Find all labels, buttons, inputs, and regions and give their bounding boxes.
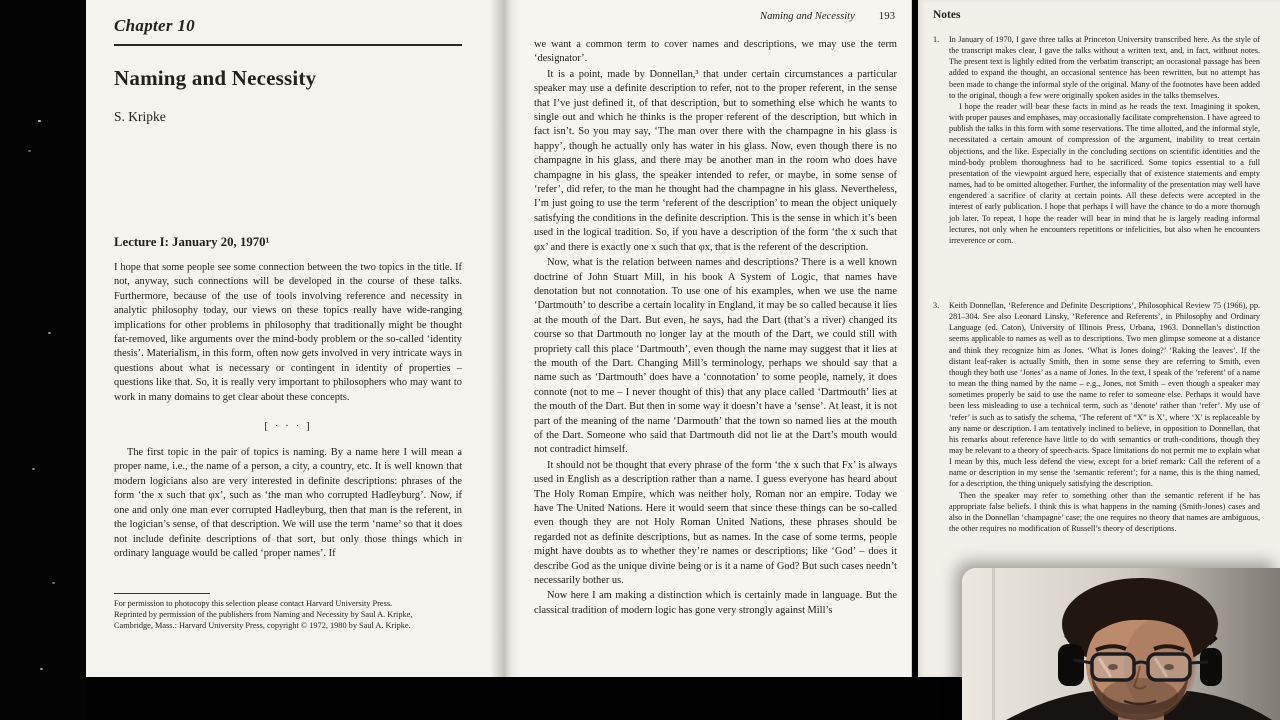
permission-line: Cambridge, Mass.: Harvard University Press, copyright © 1972, 1980 by Saul A. Kripke. [114, 621, 411, 631]
permission-line: Reprinted by permission of the publishers from Naming and Necessity by Saul A. Kripke, [114, 610, 413, 620]
headphone-cup-left-icon [1058, 644, 1084, 686]
running-head-title: Naming and Necessity [760, 11, 855, 22]
footnote-3 [933, 300, 1260, 534]
footnote-number: 3. [933, 300, 940, 310]
body-paragraph: It is a point, made by Donnellan,³ that under certain circumstances a particular speaker may use a definite description to refer, not to the proper referent, in the sense that I’ve just defined it, of that description, but to something else which he wants to single out and which he thinks is the proper referent of the description, but which in fact isn’t. So you may say, ‘The man over there with the champagne in his glass is happy’, though he actually only has water in his glass. Now, even though there is no champagne in his glass, and there may be another man in the room who does have champagne in his glass, the speaker intended to refer, or maybe, in some sense of ‘refer’, did refer, to the man he thought had the champagne in his glass. Nevertheless, I’m just going to use the term ‘referent of the description’ to mean the object uniquely satisfying the conditions in the definite description. This is the sense in which it’s been used in the logical tradition. So, if you have a description of the form ‘the x such that φx’ and there is exactly one x such that φx, that is the referent of the description. [534, 68, 897, 253]
presenter-video [962, 568, 1280, 720]
book-page-193 [506, 0, 912, 677]
omission-marker: [ · · · ] [264, 420, 312, 433]
footnote-text [949, 34, 1260, 246]
footnote-1 [933, 34, 1260, 246]
footnote-number: 1. [933, 35, 940, 44]
permission-line: For permission to photocopy this selection please contact Harvard University Press. [114, 599, 393, 608]
lecture-heading: Lecture I: January 20, 1970¹ [114, 235, 270, 249]
page-number: 193 [878, 10, 895, 22]
page-body [534, 38, 897, 618]
chapter-rule [114, 44, 462, 46]
author-name: S. Kripke [114, 109, 166, 124]
footnote-rule [114, 593, 210, 594]
webcam-overlay[interactable] [962, 568, 1280, 720]
scan-black-margin [0, 0, 86, 720]
body-paragraph: The first topic in the pair of topics is naming. By a name here I will mean a proper name, i.e., the name of a person, a city, a country, etc. It is well known that modern logicians also are very interested in definite descriptions: phrases of the form ‘the x such that φx’, such as ‘the man who corrupted Hadleyburg’. Now, if one and only one man ever corrupted Hadleyburg, then that man is the referent, in the logician’s sense, of that description. We will use the term ‘name’ so that it does not include definite descriptions of that sort, but only those things which in ordinary language would be called ‘proper names’. If [114, 447, 462, 559]
body-paragraph: I hope that some people see some connection between the two topics in the title. If not, anyway, such connections will be developed in the course of these talks. Furthermore, because of the use of tools involving reference and necessity in analytic philosophy today, our views on these topics really have wide-ranging implications for other problems in philosophy that traditionally might be thought far-removed, like arguments over the mind-body problem or the so-called ‘identity thesis’. Materialism, in this form, often now gets involved in very intricate ways in questions about what is necessary or contingent in identity of properties – questions like that. So, it is really very important to philosophers who may want to work in many domains to get clear about these concepts. [114, 262, 462, 403]
notes-heading: Notes [933, 9, 961, 21]
body-paragraph: we want a common term to cover names and descriptions, we may use the term ‘designator’. [534, 39, 897, 65]
footnote-paragraph: I hope the reader will bear these facts in mind as he reads the text. Imagining it spoken, with proper pauses and emphases, may occasionally facilitate comprehension. I have agreed to publish the talks in this form with some reservations. The time allotted, and the informal style, necessitated a certain amount of compression of the argument, inability to treat certain objections, and the like. Especially in the concluding sections on scientific identities and the mind-body problem thoroughness had to be sacrificed. Some topics essential to a full presentation of the viewpoint argued here, especially that of existence statements and empty names, had to be omitted altogether. Further, the informality of the presentation may well have engendered a sacrifice of clarity at certain points. All these defects were accepted in the interest of early publication. I hope that perhaps I will have the chance to do a more thorough job later. To repeat, I hope the reader will bear in mind that he is largely reading informal lectures, not only when he encounters repetitions or infelicities, but also when he encounters irreverence or corn. [949, 101, 1260, 245]
permission-footnote [114, 593, 462, 631]
body-paragraph: It should not be thought that every phrase of the form ‘the x such that Fx’ is always used in English as a description rather than a name. I guess everyone has heard about The Holy Roman Empire, which was neither holy, Roman nor an empire. Today we have The United Nations. Here it would seem that since these things can be so-called even though they are not Holy Roman United Nations, these phrases should be regarded not as definite descriptions, but as names. In the case of some terms, people might have doubts as to whether they’re names or descriptions; like ‘God’ – does it describe God as the unique divine being or is it a name of God? But such cases needn’t necessarily bother us. [534, 459, 897, 587]
footnote-paragraph: Keith Donnellan, ‘Reference and Definite Descriptions’, Philosophical Review 75 (1966), pp. 281–304. See also Leonard Linsky, ‘Reference and Referents’, in Philosophy and Ordinary Language (ed. Caton), University of Illinois Press, Urbana, 1963. Donnellan’s distinction seems applicable to names as well as to descriptions. Two men glimpse someone at a distance and think they recognize him as Jones. ‘What is Jones doing?’ ‘Raking the leaves’. If the distant leaf-raker is actually Smith, then in some sense they are referring to Smith, even though they both use ‘Jones’ as a name of Jones. In the text, I speak of the ‘referent’ of a name to mean the thing named by the name – e.g., Jones, not Smith – even though a speaker may sometimes properly be said to use the name to refer to someone else. Perhaps it would have been less misleading to use a technical term, such as ‘denote’ rather than ‘refer’. My use of ‘refer’ is such as to satisfy the schema, ‘The referent of “X” is X’, where ‘X’ is replaceable by any name or description. I am tentatively inclined to believe, in opposition to Donnellan, that his remarks about reference have little to do with semantics or truth-conditions, though they may be relevant to a theory of speech-acts. Space limitations do not permit me to explain what I mean by this, much less defend the view, except for a brief remark: Call the referent of a name or description in my sense the ‘semantic referent’; for a name, this is the thing named, for a description, the thing uniquely satisfying the description. [949, 300, 1260, 489]
scan-dust-specks [38, 120, 41, 122]
footnote-paragraph: Then the speaker may refer to something other than the semantic referent if he has appropriate false beliefs. I think this is what happens in the naming (Smith-Jones) cases and also in the Donnellan ‘champagne’ case; the one requires no theory that names are ambiguous, the other requires no modification of Russell’s theory of descriptions. [949, 490, 1260, 534]
running-header [534, 10, 897, 22]
footnote-paragraph: In January of 1970, I gave three talks at Princeton University transcribed here. As the style of the transcript makes clear, I gave the talks without a written text, and, in fact, without notes. The present text is lightly edited from the verbatim transcript; an occasional passage has been added to expand the thought, an occasional sentence has been rewritten, but no attempt has been made to change the informal style of the original. Many of the footnotes have been added to the original, though a few were originally spoken asides in the talks themselves. [949, 35, 1260, 100]
book-page-left [86, 0, 506, 677]
stubble-shading [1102, 678, 1178, 714]
headphone-cup-right-icon [1200, 648, 1222, 686]
body-paragraph: Now, what is the relation between names and descriptions? There is a well known doctrine of John Stuart Mill, in his book A System of Logic, that names have denotation but not connotation. To use one of his examples, when we use the name ‘Dartmouth’ to describe a certain locality in England, it may be so called because it lies at the mouth of the Dart. But even, he says, had the Dart (that’s a river) changed its course so that Dartmouth no longer lay at the mouth of the Dart, we could still with propriety call this place ‘Dartmouth’, even though the name may suggest that it lies at the mouth of the Dart. Changing Mill’s terminology, perhaps we should say that a name such as ‘Dartmouth’ does have a ‘connotation’ to some people, namely, it does connote (not to me – I never thought of this) that any place called ‘Dartmouth’ lies at the mouth of the Dart. But then in some way it doesn’t have a ‘sense’. At least, it is not part of the meaning of the name ‘Darmouth’ that the town so named lies at the mouth of the Dart. Someone who said that Dartmouth did not lie at the Dart’s mouth would not contradict himself. [534, 257, 897, 456]
footnote-text [949, 300, 1260, 534]
chapter-label: Chapter 10 [114, 16, 195, 35]
page-title: Naming and Necessity [114, 66, 317, 90]
body-paragraph: Now here I am making a distinction which is certainly made in language. But the classical tradition of modern logic has gone very strongly against Mill’s [534, 590, 897, 616]
